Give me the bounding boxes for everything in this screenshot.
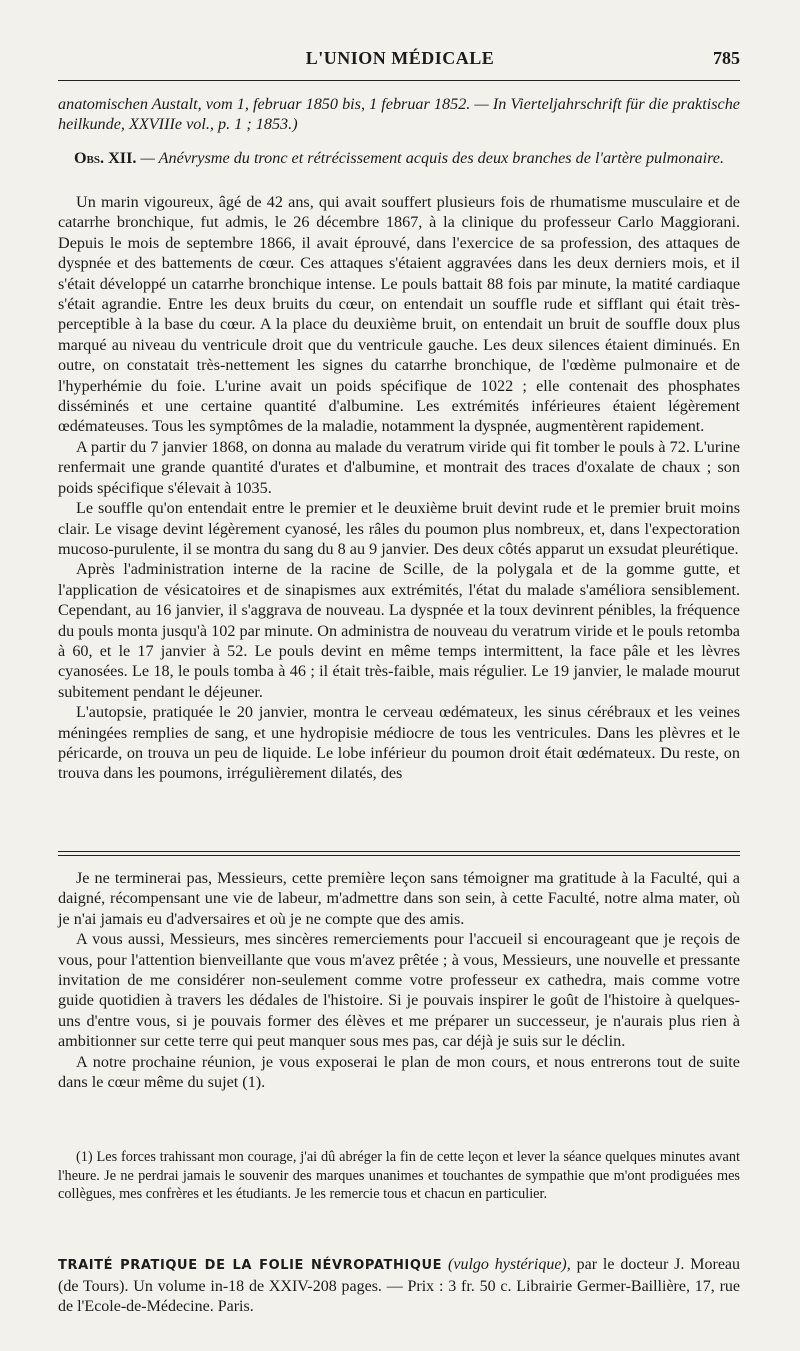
footnote-text: (1) Les forces trahissant mon courage, j'ai dû abréger la fin de cette leçon et lever la séance quelques minutes avant l'heure. Je ne perdrai jamais le souvenir des marques unanimes et touchantes de sympathie que m'ont prodiguées mes collègues, mes confrères et les étudiants. Je les remercie tous et chacun en particulier. xyxy=(58,1149,740,1203)
observation-paragraph: A partir du 7 janvier 1868, on donna au malade du veratrum viride qui fit tomber le pouls à 72. L'urine renfermait une grande quantité d'urates et d'albumine, et montrait des traces d'oxalate de chaux ; son poids spécifique s'élevait à 1035. xyxy=(58,437,740,497)
observation-paragraph: Le souffle qu'on entendait entre le premier et le deuxième bruit devint rude et le premier bruit moins clair. Le visage devint légèrement cyanosé, les râles du poumon plus nombreux, et, dans l'expectoration mucoso-purulente, il se montra du sang du 8 au 9 janvier. Des deux côtés apparut un exsudat pleurétique. xyxy=(58,499,740,558)
running-title: L'UNION MÉDICALE xyxy=(305,48,495,68)
book-advertisement xyxy=(58,1255,740,1318)
footnote xyxy=(58,1148,740,1204)
ad-title: TRAITÉ PRATIQUE DE LA FOLIE NÉVROPATHIQUE xyxy=(58,1258,443,1273)
observation-paragraph: Un marin vigoureux, âgé de 42 ans, qui avait souffert plusieurs fois de rhumatisme musculaire et de catarrhe bronchique, fut admis, le 26 décembre 1867, à la clinique du professeur Carlo Maggiorani. Depuis le mois de septembre 1866, il avait éprouvé, dans l'exercice de sa profession, des attaques de dyspnée et des battements de cœur. Ces attaques s'étaient aggravées dans les deux derniers mois, et il s'était développé un catarrhe bronchique intense. Le pouls battait 88 fois par minute, la matité cardiaque s'était agrandie. Entre les deux bruits du cœur, on entendait un souffle rude et sifflant qui était très-perceptible à la base du cœur. A la place du deuxième bruit, on entendait un bruit de souffle doux plus marqué au niveau du ventricule droit que du ventricule gauche. Les deux silences étaient diminués. En outre, on constatait très-nettement les signes du catarrhe bronchique, de l'œdème pulmonaire et de l'hyperhémie du foie. L'urine avait un poids spécifique de 1022 ; elle contenait des phosphates disséminés et une certaine quantité d'albumine. Les extrémités inférieures étaient légèrement œdémateuses. Tous les symptômes de la maladie, notamment la dyspnée, augmentèrent rapidement. xyxy=(58,193,740,436)
observation-paragraph: Après l'administration interne de la racine de Scille, de la polygala et de la gomme gutte, et l'application de vésicatoires et de sinapismes aux extrémités, l'état du malade s'améliora sensiblement. Cependant, au 16 janvier, il s'aggrava de nouveau. La dyspnée et la toux devinrent pénibles, la fréquence du pouls monta jusqu'à 102 par minute. On administra de nouveau du veratrum viride et le pouls retomba à 60, et le 17 janvier à 52. Le pouls devint en même temps intermittent, la face pâle et les lèvres cyanosées. Le 18, le pouls tomba à 46 ; il était très-faible, mais régulier. Le 19 janvier, le malade mourut subitement pendant le déjeuner. xyxy=(58,560,740,701)
observation-body xyxy=(58,192,740,784)
page-header xyxy=(60,44,740,74)
lecture-paragraph: A vous aussi, Messieurs, mes sincères remerciements pour l'accueil si encourageant que je reçois de vous, pour l'attention bienveillante que vous m'avez prêtée ; à vous, Messieurs, une nouvelle et pressante invitation de me considérer non-seulement comme votre professeur ex cathedra, mais comme votre guide quotidien à travers les dédales de l'histoire. Si je pouvais inspirer le goût de l'histoire à quelques-uns d'entre vous, si je pouvais former des élèves et me préparer un successeur, je n'aurais plus rien à ambitionner sur cette terre qui peut manquer sous mes pas, car déjà je suis sur le déclin. xyxy=(58,930,740,1051)
observation-label: Obs. XII. xyxy=(73,149,137,167)
reference-continuation xyxy=(58,94,740,135)
section-divider xyxy=(58,851,740,852)
observation-title: — Anévrysme du tronc et rétrécissement acquis des deux branches de l'artère pulmonaire. xyxy=(140,149,725,167)
observation-paragraph: L'autopsie, pratiquée le 20 janvier, montra le cerveau œdémateux, les sinus cérébraux et les veines méningées remplies de sang, et une hydropisie médiocre de tous les ventricules. Dans les plèvres et le péricarde, on trouva un peu de liquide. Le lobe inférieur du poumon droit était œdémateux. Du reste, on trouva dans les poumons, irrégulièrement dilatés, des xyxy=(58,703,740,783)
ad-details: par le docteur J. Moreau (de Tours). Un volume in-18 de XXIV-208 pages. — Prix : 3 fr. 50 c. Librairie Germer-Baillière, 17, rue de l'Ecole-de-Médecine. Paris. xyxy=(58,1256,741,1315)
lecture-paragraph: A notre prochaine réunion, je vous exposerai le plan de mon cours, et nous entrerons tout de suite dans le cœur même du sujet (1). xyxy=(58,1052,740,1092)
ad-subtitle: (vulgo hystérique), xyxy=(448,1256,571,1273)
reference-text: anatomischen Austalt, vom 1, februar 1850 bis, 1 februar 1852. — In Vierteljahrschrift für die praktische heilkunde, XXVIIIe vol., p. 1 ; 1853.) xyxy=(58,95,740,134)
lecture-conclusion xyxy=(58,868,740,1092)
section-divider xyxy=(58,855,740,856)
lecture-paragraph: Je ne terminerai pas, Messieurs, cette première leçon sans témoigner ma gratitude à la Faculté, qui a daigné, récompensant une vie de labeur, m'admettre dans son sein, à cette Faculté, notre alma mater, où je n'ai jamais eu d'adversaires et où je ne compte que des amis. xyxy=(58,869,740,928)
observation-heading xyxy=(58,148,740,168)
header-rule xyxy=(58,80,740,81)
page-number: 785 xyxy=(713,48,740,68)
